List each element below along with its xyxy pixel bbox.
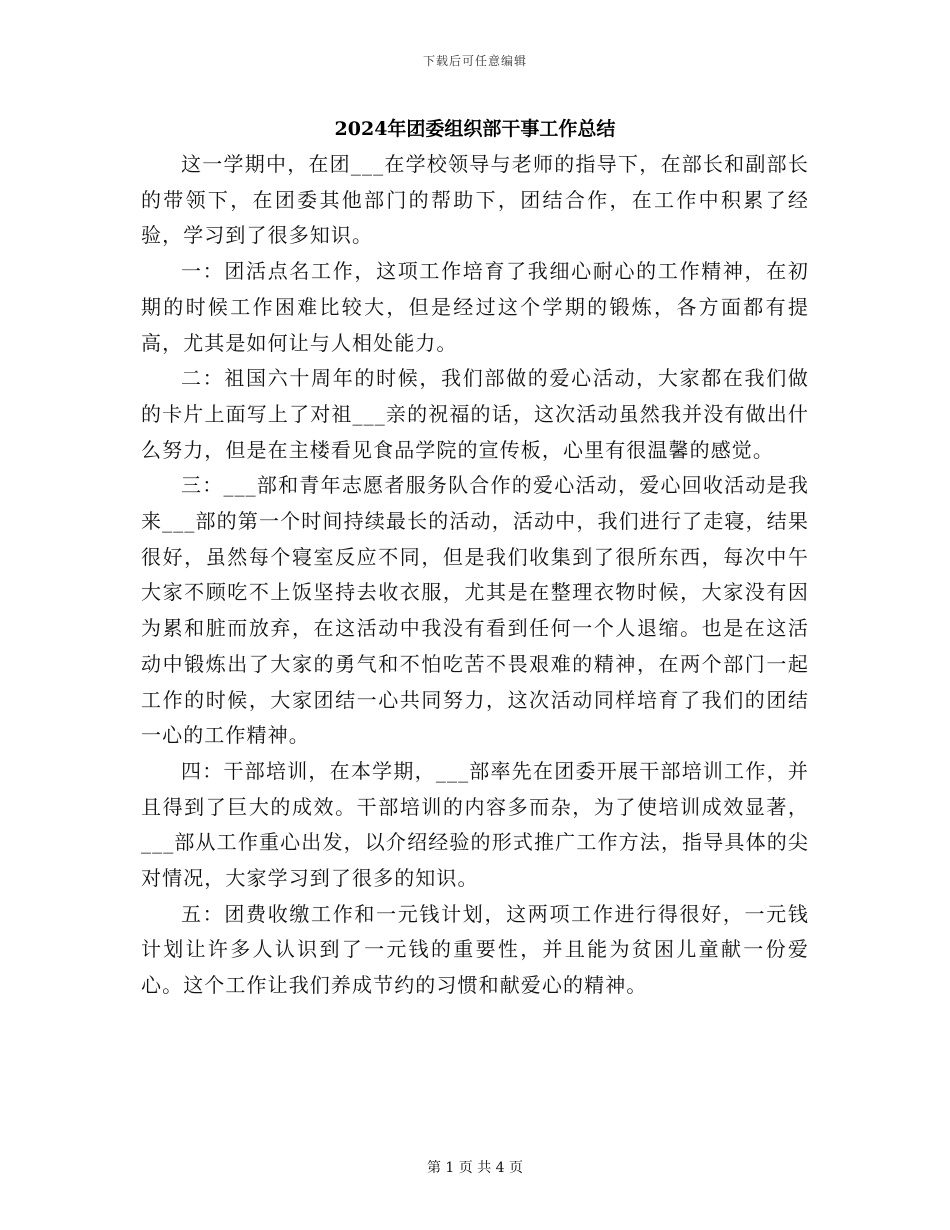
paragraph-item-3: 三：___部和青年志愿者服务队合作的爱心活动，爱心回收活动是我来___部的第一个时间持续最长的活动，活动中，我们进行了走寝，结果很好，虽然每个寝室反应不同，但是我们收集到了很所东西，每次中午大家不顾吃不上饭坚持去收衣服，尤其是在整理衣物时候，大家没有因为累和脏而放弃，在这活动中我没有看到任何一个人退缩。也是在这活动中锻炼出了大家的勇气和不怕吃苦不畏艰难的精神，在两个部门一起工作的时候，大家团结一心共同努力，这次活动同样培育了我们的团结一心的工作精神。: [141, 473, 809, 748]
paragraph-intro: 这一学期中，在团___在学校领导与老师的指导下，在部长和副部长的带领下，在团委其他部门的帮助下，团结合作，在工作中积累了经验，学习到了很多知识。: [141, 152, 809, 248]
document-body: [141, 147, 809, 1004]
paragraph-item-4: 四：干部培训，在本学期，___部率先在团委开展干部培训工作，并且得到了巨大的成效。干部培训的内容多而杂，为了使培训成效显著，___部从工作重心出发，以介绍经验的形式推广工作方法，指导具体的尖对情况，大家学习到了很多的知识。: [141, 758, 809, 891]
paragraph-item-2: 二：祖国六十周年的时候，我们部做的爱心活动，大家都在我们做的卡片上面写上了对祖___亲的祝福的话，这次活动虽然我并没有做出什么努力，但是在主楼看见食品学院的宣传板，心里有很温馨的感觉。: [141, 366, 809, 462]
header-note: 下载后可任意编辑: [422, 54, 527, 68]
paragraph-item-5: 五：团费收缴工作和一元钱计划，这两项工作进行得很好，一元钱计划让许多人认识到了一元钱的重要性，并且能为贫困儿童献一份爱心。这个工作让我们养成节约的习惯和献爱心的精神。: [141, 901, 809, 998]
document-title: 2024年团委组织部干事工作总结: [334, 118, 616, 140]
page-number: 第 1 页 共 4 页: [426, 1160, 524, 1176]
paragraph-item-1: 一：团活点名工作，这项工作培育了我细心耐心的工作精神，在初期的时候工作困难比较大，但是经过这个学期的锻炼，各方面都有提高，尤其是如何让与人相处能力。: [141, 259, 809, 355]
